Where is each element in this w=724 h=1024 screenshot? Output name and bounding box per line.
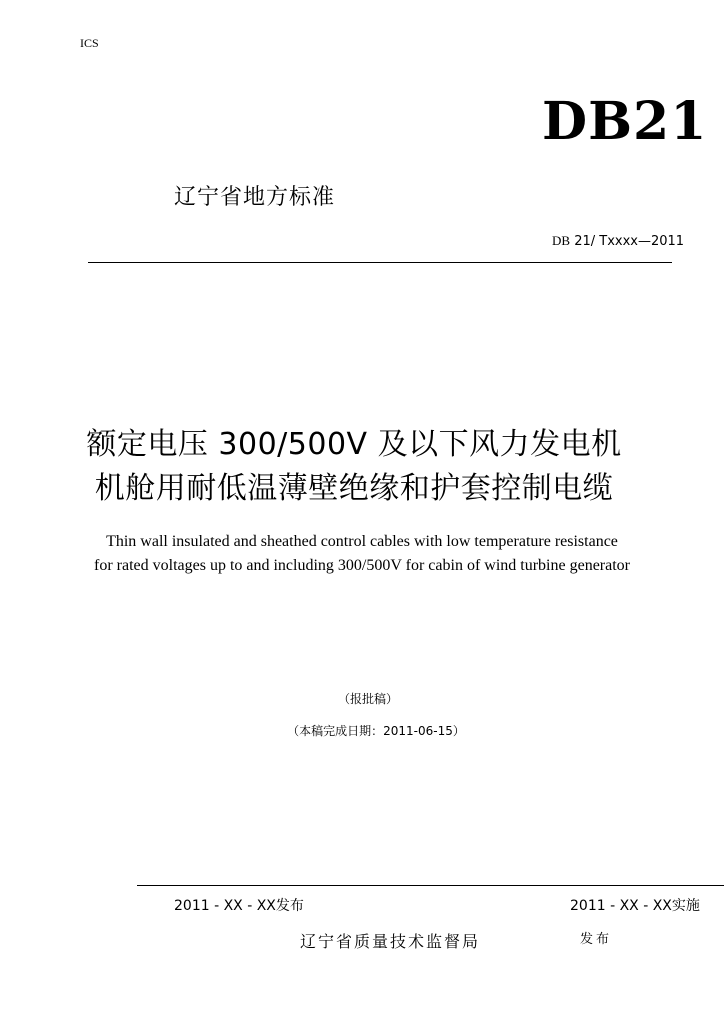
standard-code-number: 21/ Txxxx—2011 (570, 234, 685, 249)
db-standard-mark: DB21 (542, 91, 708, 152)
issue-label: 发布 (580, 932, 613, 947)
header-divider (88, 262, 672, 263)
chinese-title-line-2: 机舱用耐低温薄壁绝缘和护套控制电缆 (94, 471, 614, 506)
draft-status: （报批稿） (337, 692, 398, 706)
draft-completion-date: （本稿完成日期：2011-06-15） (287, 724, 465, 738)
english-title-line-2: for rated voltages up to and including 300/500V for cabin of wind turbine generator (93, 557, 630, 574)
implementation-date: 2011 - XX - XX实施 (570, 898, 700, 914)
issuing-authority: 辽宁省质量技术监督局 (300, 932, 481, 951)
chinese-title-line-1: 额定电压 300/500V 及以下风力发电机 (86, 427, 622, 462)
english-title-line-1: Thin wall insulated and sheathed control cables with low temperature resistance (106, 533, 618, 550)
standard-code (552, 233, 684, 249)
ics-label: ICS (80, 36, 99, 50)
footer-divider (137, 885, 724, 886)
release-date: 2011 - XX - XX发布 (174, 898, 304, 914)
standard-code-prefix: DB (552, 233, 571, 248)
standard-type-title: 辽宁省地方标准 (174, 185, 336, 210)
